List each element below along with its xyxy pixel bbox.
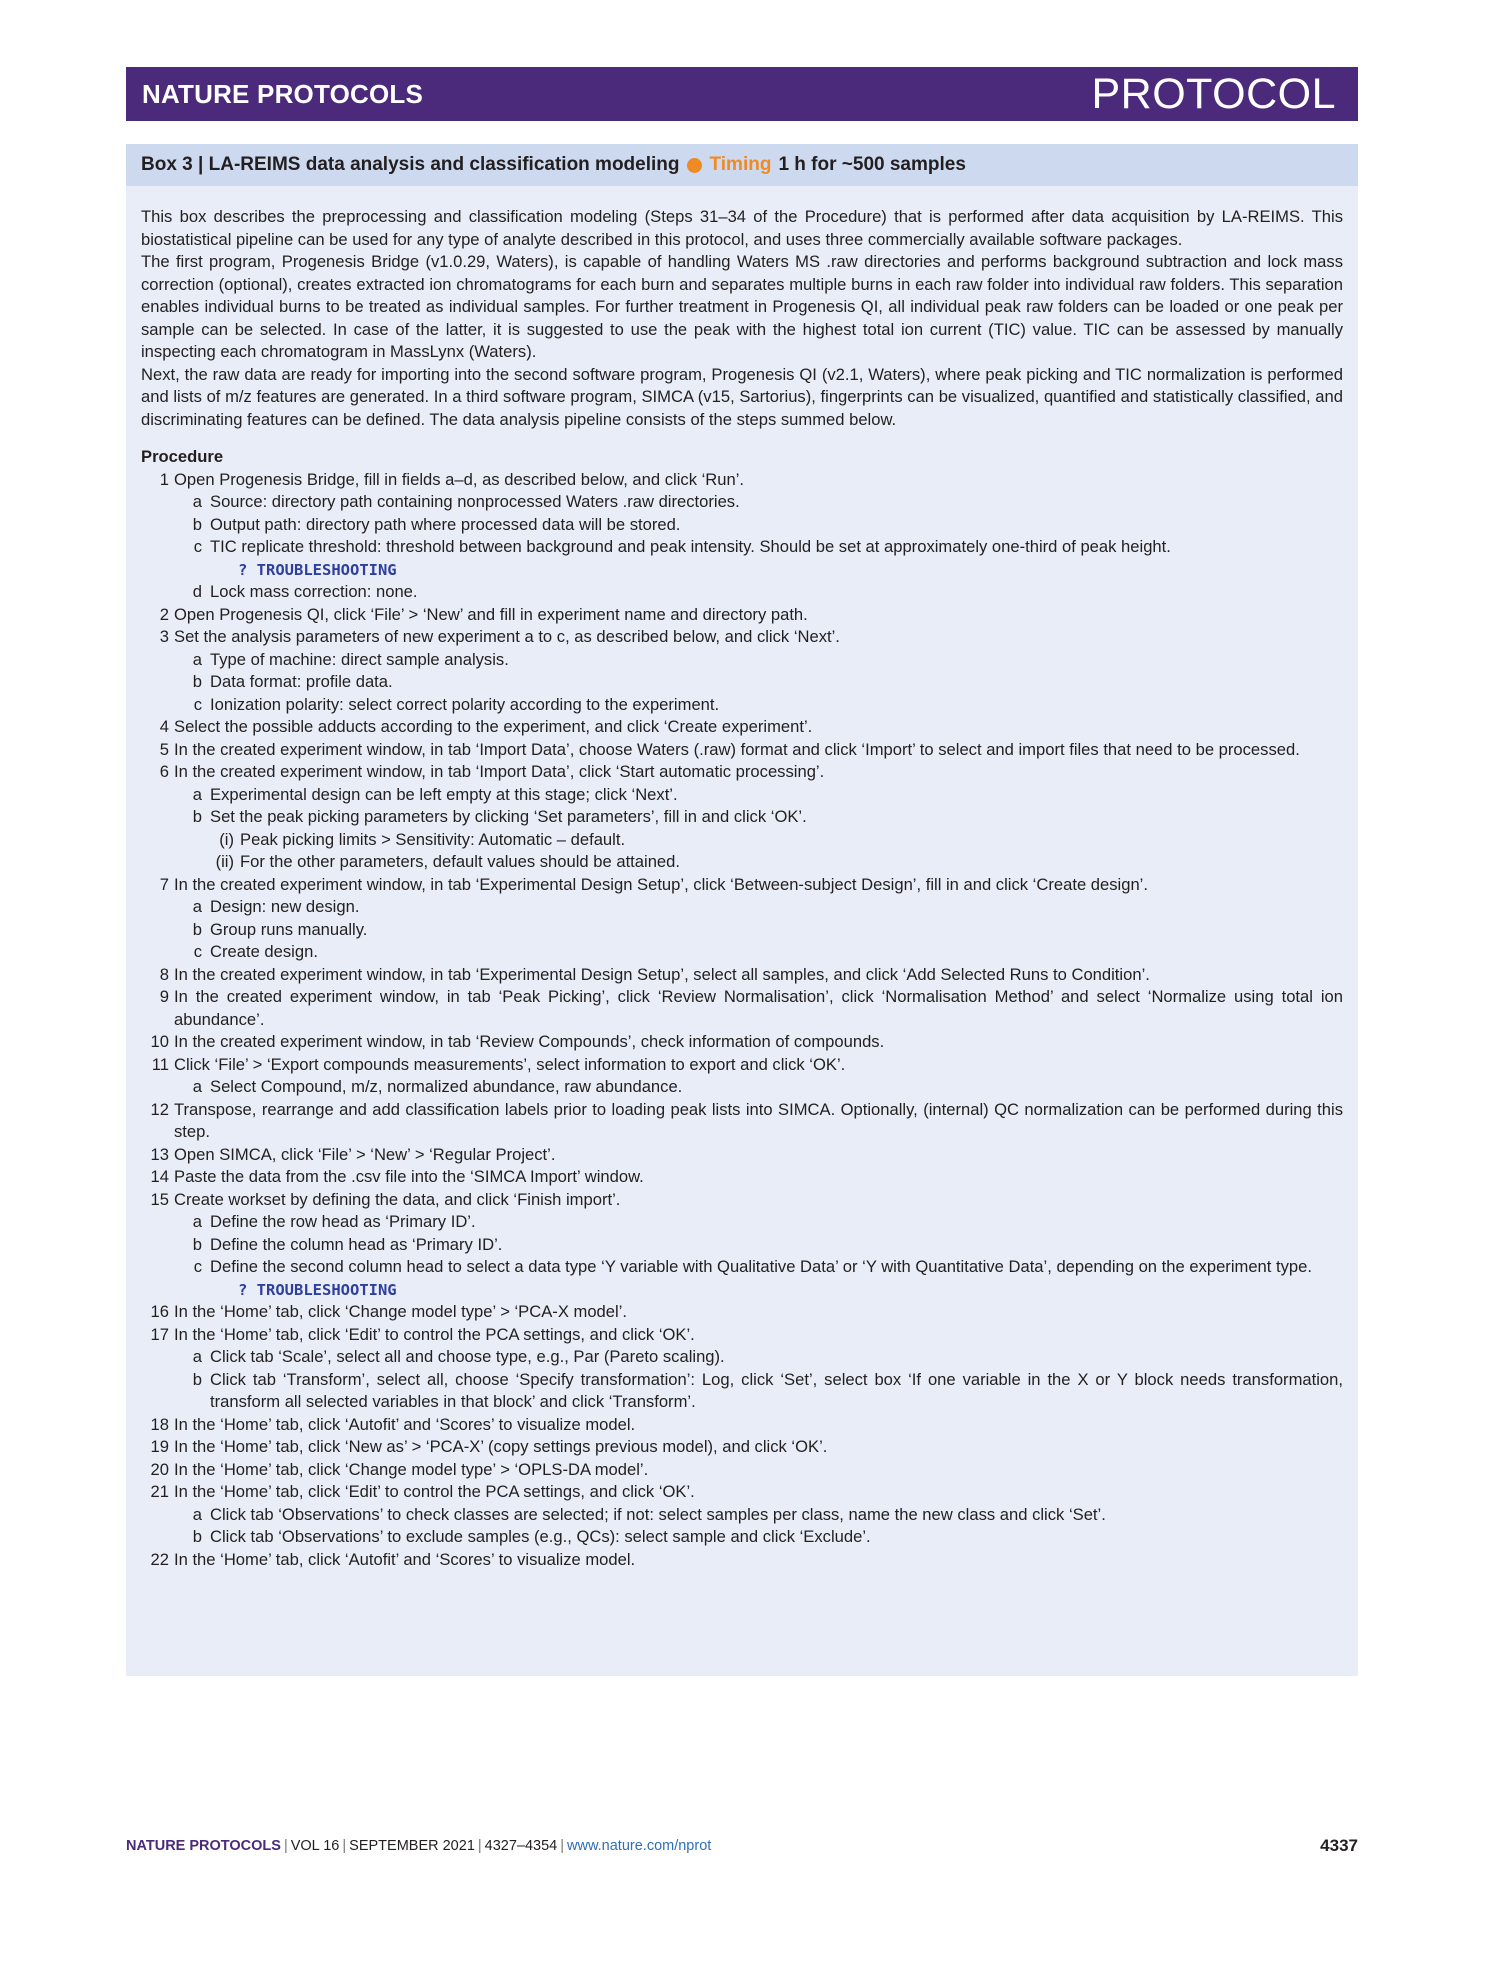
step-10: 10 In the created experiment window, in tab ‘Review Compounds’, check information of compounds. [141, 1031, 1343, 1054]
journal-header-bar [126, 67, 1358, 121]
step-19: 19 In the ‘Home’ tab, click ‘New as’ > ‘PCA-X’ (copy settings previous model), and click ‘OK’. [141, 1436, 1343, 1459]
step-3-text: Set the analysis parameters of new experiment a to c, as described below, and click ‘Next’. [174, 627, 840, 646]
troubleshooting-link-1[interactable]: ? TROUBLESHOOTING [238, 560, 397, 579]
step-6b-ii-text: For the other parameters, default values should be attained. [240, 852, 681, 871]
step-1a: a Source: directory path containing nonprocessed Waters .raw directories. [141, 491, 1343, 514]
step-9-text: In the created experiment window, in tab ‘Peak Picking’, click ‘Review Normalisation’, click ‘Normalisation Method’ and select ‘Normalize using total ion abundance’. [174, 987, 1343, 1029]
step-15a: a Define the row head as ‘Primary ID’. [141, 1211, 1343, 1234]
step-2-text: Open Progenesis QI, click ‘File’ > ‘New’ and fill in experiment name and directory path. [174, 604, 808, 624]
step-10-text: In the created experiment window, in tab ‘Review Compounds’, check information of compounds. [174, 1032, 885, 1051]
step-13: 13 Open SIMCA, click ‘File’ > ‘New’ > ‘Regular Project’. [141, 1144, 1343, 1167]
step-15-text: Create workset by defining the data, and click ‘Finish import’. [174, 1189, 621, 1209]
step-3b-text: Data format: profile data. [210, 672, 393, 691]
step-1c-text: TIC replicate threshold: threshold between background and peak intensity. Should be set at approximately one-third of peak height. [210, 537, 1171, 556]
step-21b: b Click tab ‘Observations’ to exclude samples (e.g., QCs): select sample and click ‘Exclude’. [141, 1526, 1343, 1549]
step-4-text: Select the possible adducts according to the experiment, and click ‘Create experiment’. [174, 717, 813, 736]
step-11a-text: Select Compound, m/z, normalized abundance, raw abundance. [210, 1077, 683, 1096]
step-3: 3 Set the analysis parameters of new experiment a to c, as described below, and click ‘Next’. [141, 626, 1343, 649]
step-20-text: In the ‘Home’ tab, click ‘Change model type’ > ‘OPLS-DA model’. [174, 1459, 649, 1479]
step-14-text: Paste the data from the .csv file into the ‘SIMCA Import’ window. [174, 1167, 644, 1186]
box-3 [126, 144, 1358, 1676]
step-14: 14 Paste the data from the .csv file into the ‘SIMCA Import’ window. [141, 1166, 1343, 1189]
step-8: 8 In the created experiment window, in tab ‘Experimental Design Setup’, select all samples, and click ‘Add Selected Runs to Condition’. [141, 964, 1343, 987]
step-2: 2 Open Progenesis QI, click ‘File’ > ‘New’ and fill in experiment name and directory path. [141, 604, 1343, 627]
step-3b: b Data format: profile data. [141, 671, 1343, 694]
step-1c: c TIC replicate threshold: threshold between background and peak intensity. Should be set at approximately one-third of peak height. [141, 536, 1343, 559]
timing-label: Timing [709, 154, 772, 175]
step-3c: c Ionization polarity: select correct polarity according to the experiment. [141, 694, 1343, 717]
step-17b-text: Click tab ‘Transform’, select all, choose ‘Specify transformation’: Log, click ‘Set’, select box ‘If one variable in the X or Y block needs transformation, transform all selected variables in that block’ and click ‘Transform’. [210, 1369, 1343, 1411]
step-1d: d Lock mass correction: none. [141, 581, 1343, 604]
step-15: 15 Create workset by defining the data, and click ‘Finish import’. [141, 1189, 1343, 1212]
step-6a: a Experimental design can be left empty at this stage; click ‘Next’. [141, 784, 1343, 807]
step-6a-text: Experimental design can be left empty at this stage; click ‘Next’. [210, 784, 678, 804]
step-7b-text: Group runs manually. [210, 919, 368, 939]
step-6b-i-text: Peak picking limits > Sensitivity: Automatic – default. [240, 829, 626, 849]
footer-date: SEPTEMBER 2021 [349, 1838, 475, 1854]
step-5: 5 In the created experiment window, in tab ‘Import Data’, choose Waters (.raw) format and click ‘Import’ to select and import files that need to be processed. [141, 739, 1343, 762]
step-7a: a Design: new design. [141, 896, 1343, 919]
step-7-text: In the created experiment window, in tab ‘Experimental Design Setup’, click ‘Between-subject Design’, fill in and click ‘Create design’. [174, 874, 1148, 894]
step-13-text: Open SIMCA, click ‘File’ > ‘New’ > ‘Regular Project’. [174, 1144, 556, 1164]
box-content [126, 186, 1358, 1571]
step-15b: b Define the column head as ‘Primary ID’. [141, 1234, 1343, 1257]
footer-pages: 4327–4354 [484, 1838, 558, 1854]
footer-journal: NATURE PROTOCOLS [126, 1838, 281, 1854]
step-21-text: In the ‘Home’ tab, click ‘Edit’ to control the PCA settings, and click ‘OK’. [174, 1482, 695, 1501]
intro-paragraph-3: Next, the raw data are ready for importing into the second software program, Progenesis QI (v2.1, Waters), where peak picking and TIC normalization is performed and lists of m/z features are generated. In a third software program, SIMCA (v15, Sartorius), fingerprints can be visualized, quantified and statistically classified, and discriminating features can be defined. The data analysis pipeline consists of the steps summed below. [141, 364, 1343, 429]
journal-name: NATURE PROTOCOLS [142, 78, 424, 109]
step-11-text: Click ‘File’ > ‘Export compounds measurements’, select information to export and click ‘OK’. [174, 1054, 846, 1074]
step-8-text: In the created experiment window, in tab ‘Experimental Design Setup’, select all samples, and click ‘Add Selected Runs to Condition’. [174, 964, 1150, 984]
step-3a-text: Type of machine: direct sample analysis. [210, 649, 509, 669]
page-number: 4337 [1320, 1836, 1358, 1855]
step-1: 1 Open Progenesis Bridge, fill in fields a–d, as described below, and click ‘Run’. [141, 469, 1343, 492]
step-1-text: Open Progenesis Bridge, fill in fields a–d, as described below, and click ‘Run’. [174, 469, 745, 489]
box-title-text: Box 3 | LA-REIMS data analysis and classification modeling [141, 154, 680, 175]
step-18-text: In the ‘Home’ tab, click ‘Autofit’ and ‘Scores’ to visualize model. [174, 1414, 636, 1434]
step-5-text: In the created experiment window, in tab ‘Import Data’, choose Waters (.raw) format and click ‘Import’ to select and import files that need to be processed. [174, 739, 1300, 759]
step-7b: b Group runs manually. [141, 919, 1343, 942]
intro-paragraph-2: The first program, Progenesis Bridge (v1.0.29, Waters), is capable of handling Waters MS .raw directories and performs background subtraction and lock mass correction (optional), creates extracted ion chromatograms for each burn and separates multiple burns in each raw folder into individual raw folders. This separation enables individual burns to be treated as individual samples. For further treatment in Progenesis QI, all individual peak raw folders can be loaded or one peak per sample can be selected. In case of the latter, it is suggested to use the peak with the highest total ion current (TIC) value. TIC can be assessed by manually inspecting each chromatogram in MassLynx (Waters). [141, 252, 1343, 361]
step-4: 4 Select the possible adducts according to the experiment, and click ‘Create experiment’. [141, 716, 1343, 739]
footer-citation: NATURE PROTOCOLS | VOL 16 | SEPTEMBER 2021 | 4327–4354 | www.nature.com/nprot [126, 1838, 712, 1854]
step-3c-text: Ionization polarity: select correct polarity according to the experiment. [210, 694, 720, 714]
step-16: 16 In the ‘Home’ tab, click ‘Change model type’ > ‘PCA-X model’. [141, 1301, 1343, 1324]
step-1b: b Output path: directory path where processed data will be stored. [141, 514, 1343, 537]
page-footer [126, 1834, 1358, 1858]
step-21a: a Click tab ‘Observations’ to check classes are selected; if not: select samples per class, name the new class and click ‘Set’. [141, 1504, 1343, 1527]
timing-dot-icon [687, 158, 702, 173]
procedure-heading: Procedure [141, 447, 224, 466]
step-11: 11 Click ‘File’ > ‘Export compounds measurements’, select information to export and click ‘OK’. [141, 1054, 1343, 1077]
article-type: PROTOCOL [1091, 69, 1336, 118]
troubleshooting-link-2[interactable]: ? TROUBLESHOOTING [238, 1280, 397, 1299]
step-7: 7 In the created experiment window, in tab ‘Experimental Design Setup’, click ‘Between-subject Design’, fill in and click ‘Create design’. [141, 874, 1343, 897]
step-17: 17 In the ‘Home’ tab, click ‘Edit’ to control the PCA settings, and click ‘OK’. [141, 1324, 1343, 1347]
step-7c: c Create design. [141, 941, 1343, 964]
step-21: 21 In the ‘Home’ tab, click ‘Edit’ to control the PCA settings, and click ‘OK’. [141, 1481, 1343, 1504]
step-7a-text: Design: new design. [210, 897, 360, 916]
step-12: 12 Transpose, rearrange and add classification labels prior to loading peak lists into SIMCA. Optionally, (internal) QC normalization can be performed during this step. [141, 1099, 1343, 1144]
box-title [126, 144, 1358, 186]
step-7c-text: Create design. [210, 942, 318, 961]
step-22: 22 In the ‘Home’ tab, click ‘Autofit’ and ‘Scores’ to visualize model. [141, 1549, 1343, 1572]
intro-paragraph-1: This box describes the preprocessing and classification modeling (Steps 31–34 of the Procedure) that is performed after data acquisition by LA-REIMS. This biostatistical pipeline can be used for any type of analyte described in this protocol, and uses three commercially available software packages. [141, 207, 1343, 249]
step-6-text: In the created experiment window, in tab ‘Import Data’, click ‘Start automatic processing’. [174, 762, 825, 781]
step-6b-i: (i) Peak picking limits > Sensitivity: Automatic – default. [141, 829, 1343, 852]
step-15a-text: Define the row head as ‘Primary ID’. [210, 1212, 476, 1231]
step-3a: a Type of machine: direct sample analysis. [141, 649, 1343, 672]
step-20: 20 In the ‘Home’ tab, click ‘Change model type’ > ‘OPLS-DA model’. [141, 1459, 1343, 1482]
step-19-text: In the ‘Home’ tab, click ‘New as’ > ‘PCA-X’ (copy settings previous model), and click ‘OK’. [174, 1437, 828, 1456]
footer-volume: VOL 16 [290, 1838, 340, 1854]
step-17-text: In the ‘Home’ tab, click ‘Edit’ to control the PCA settings, and click ‘OK’. [174, 1324, 695, 1344]
step-1b-text: Output path: directory path where processed data will be stored. [210, 514, 681, 534]
step-21a-text: Click tab ‘Observations’ to check classes are selected; if not: select samples per class, name the new class and click ‘Set’. [210, 1504, 1106, 1524]
step-6b-ii: (ii) For the other parameters, default values should be attained. [141, 851, 1343, 874]
step-16-text: In the ‘Home’ tab, click ‘Change model type’ > ‘PCA-X model’. [174, 1302, 627, 1321]
footer-url-link[interactable]: www.nature.com/nprot [567, 1838, 712, 1854]
step-22-text: In the ‘Home’ tab, click ‘Autofit’ and ‘Scores’ to visualize model. [174, 1549, 636, 1569]
timing-value: 1 h for ~500 samples [778, 154, 966, 175]
step-21b-text: Click tab ‘Observations’ to exclude samples (e.g., QCs): select sample and click ‘Exclude’. [210, 1527, 871, 1546]
step-9: 9 In the created experiment window, in tab ‘Peak Picking’, click ‘Review Normalisation’, click ‘Normalisation Method’ and select ‘Normalize using total ion abundance’. [141, 986, 1343, 1031]
step-6b: b Set the peak picking parameters by clicking ‘Set parameters’, fill in and click ‘OK’. [141, 806, 1343, 829]
step-15c-text: Define the second column head to select a data type ‘Y variable with Qualitative Data’ or ‘Y with Quantitative Data’, depending on the experiment type. [210, 1257, 1312, 1276]
step-15c: c Define the second column head to select a data type ‘Y variable with Qualitative Data’ or ‘Y with Quantitative Data’, depending on the experiment type. [141, 1256, 1343, 1279]
step-6: 6 In the created experiment window, in tab ‘Import Data’, click ‘Start automatic processing’. [141, 761, 1343, 784]
step-17a-text: Click tab ‘Scale’, select all and choose type, e.g., Par (Pareto scaling). [210, 1347, 725, 1366]
step-6b-text: Set the peak picking parameters by clicking ‘Set parameters’, fill in and click ‘OK’. [210, 807, 807, 826]
step-1d-text: Lock mass correction: none. [210, 582, 418, 601]
step-17b: b Click tab ‘Transform’, select all, choose ‘Specify transformation’: Log, click ‘Set’, select box ‘If one variable in the X or Y block needs transformation, transform all selected variables in that block’ and click ‘Transform’. [141, 1369, 1343, 1414]
step-17a: a Click tab ‘Scale’, select all and choose type, e.g., Par (Pareto scaling). [141, 1346, 1343, 1369]
step-18: 18 In the ‘Home’ tab, click ‘Autofit’ and ‘Scores’ to visualize model. [141, 1414, 1343, 1437]
step-11a: a Select Compound, m/z, normalized abundance, raw abundance. [141, 1076, 1343, 1099]
step-1a-text: Source: directory path containing nonprocessed Waters .raw directories. [210, 492, 740, 511]
step-15b-text: Define the column head as ‘Primary ID’. [210, 1234, 503, 1254]
step-12-text: Transpose, rearrange and add classification labels prior to loading peak lists into SIMCA. Optionally, (internal) QC normalization can be performed during this step. [174, 1099, 1343, 1141]
